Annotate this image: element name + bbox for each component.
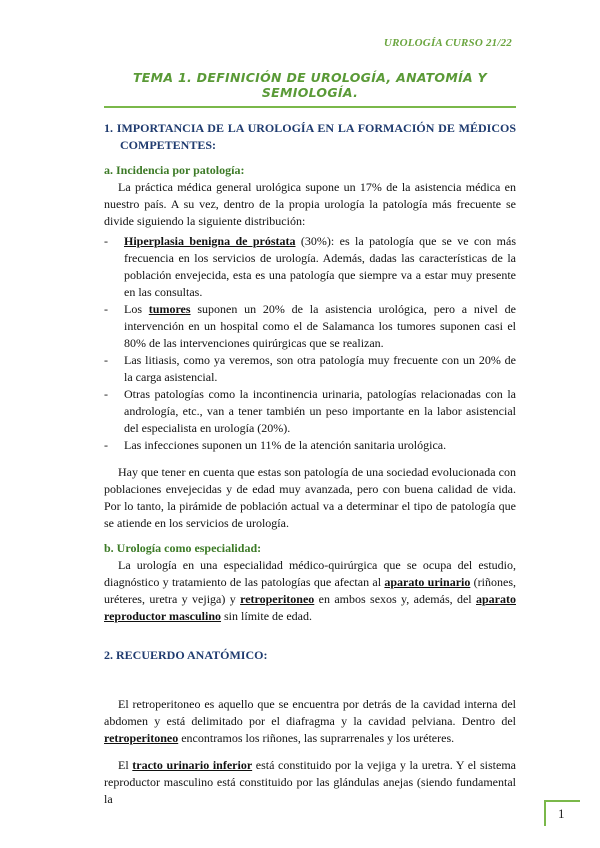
title-underline: [104, 106, 516, 108]
paragraph-incidence: La práctica médica general urológica supone un 17% de la asistencia médica en nuestro país. A su vez, dentro de la propia urología la patología más frecuente se divide siguiendo la siguiente distribución:: [104, 180, 516, 228]
paragraph-retroperitoneum: El retroperitoneo es aquello que se encuentra por detrás de la cavidad interna del abdomen y está delimitado por el diafragma y la cavidad pelviana. Dentro del retroperitoneo encontramos los riñones, las suprarrenales y los uréteres.: [104, 697, 516, 745]
list-item: - Los tumores suponen un 20% de la asistencia urológica, pero a nivel de intervención en un hospital como el de Salamanca los tumores suponen casi el 80% de las intervenciones quirúrgicas que se realizan.: [104, 302, 516, 350]
paragraph-specialty: La urología en una especialidad médico-quirúrgica que se ocupa del estudio, diagnóstico y tratamiento de las patologías que afectan al aparato urinario (riñones, uréteres, uretra y vejiga) y retroperitoneo en ambos sexos y, además, del aparato reproductor masculino sin límite de edad.: [104, 558, 516, 623]
list-item: - Las litiasis, como ya veremos, son otra patología muy frecuente con un 20% de la carga asistencial.: [104, 353, 516, 384]
section-1-heading: 1. IMPORTANCIA DE LA UROLOGÍA EN LA FORMACIÓN DE MÉDICOS COMPETENTES:: [104, 121, 516, 152]
list-item: - Hiperplasia benigna de próstata (30%): es la patología que se ve con más frecuencia en los servicios de urología. Además, dadas las características de la población envejecida, esta es una patología que siempre va a estar muy presente en las consultas.: [104, 234, 516, 299]
subsection-b-heading: b. Urología como especialidad:: [104, 541, 262, 555]
page-title: TEMA 1. DEFINICIÓN DE UROLOGÍA, ANATOMÍA Y SEMIOLOGÍA.: [132, 70, 488, 100]
paragraph-population: Hay que tener en cuenta que estas son patología de una sociedad evolucionada con poblaciones envejecidas y de edad muy avanzada, pero con buena calidad de vida. Por lo tanto, la pirámide de población actual va a determinar el tipo de patología que se atiende en los servicios de urología.: [104, 465, 516, 530]
list-item: - Las infecciones suponen un 11% de la atención sanitaria urológica.: [104, 438, 447, 452]
subsection-a-heading: a. Incidencia por patología:: [104, 163, 245, 177]
pathology-list: [104, 233, 516, 454]
list-item: - Otras patologías como la incontinencia urinaria, patologías relacionadas con la andrología, etc., van a tener también un peso importante en la labor asistencial del especialista en urología (20%).: [104, 387, 516, 435]
paragraph-urinary-tract: El tracto urinario inferior está constituido por la vejiga y la uretra. Y el sistema reproductor masculino está constituido por las glándulas anejas (siendo fundamental la: [104, 758, 516, 806]
document-body: [104, 120, 516, 808]
title-block: [104, 70, 516, 108]
course-label: UROLOGÍA CURSO 21/22: [383, 37, 512, 49]
section-2-heading: 2. RECUERDO ANATÓMICO:: [104, 648, 268, 662]
page-number: 1: [558, 806, 565, 821]
